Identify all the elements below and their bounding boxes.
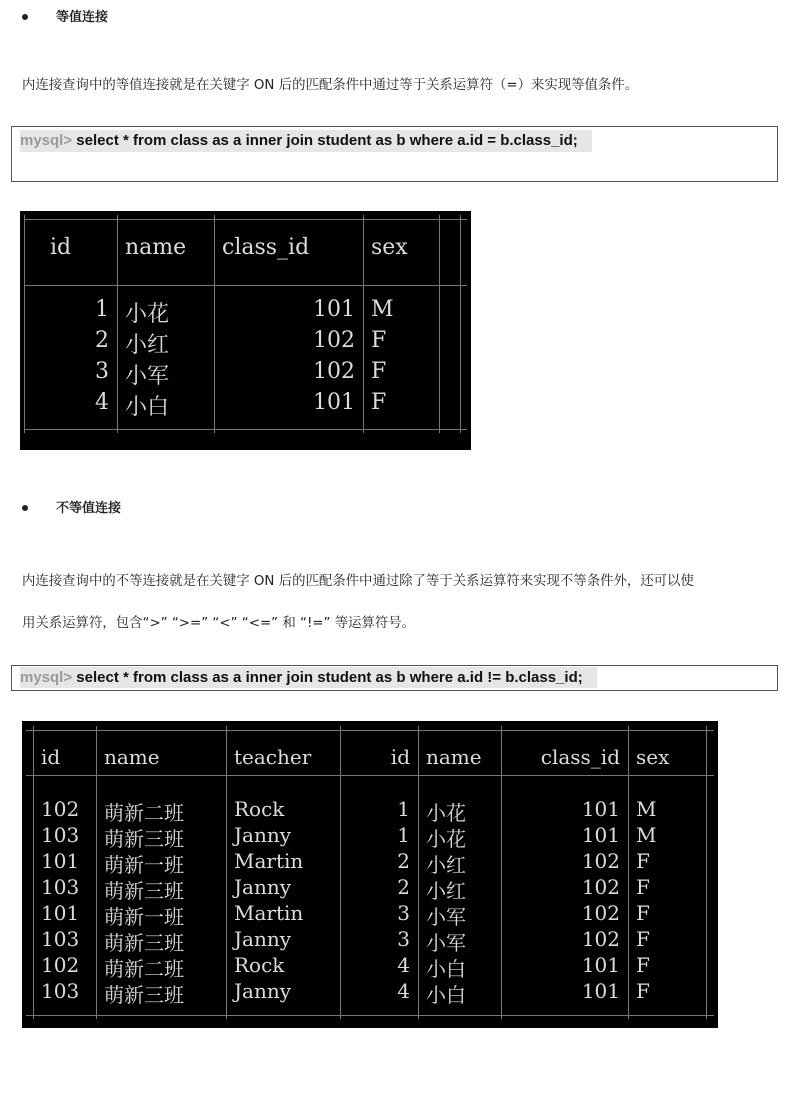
column-header: sex — [371, 235, 408, 260]
table-cell: 103 — [41, 875, 80, 899]
table-cell: 102 — [41, 953, 80, 977]
table-cell: Janny — [234, 979, 292, 1003]
table-cell: 小红 — [426, 853, 466, 877]
table-cell: 萌新三班 — [104, 931, 184, 955]
table-cell: F — [636, 953, 650, 977]
table-cell: 小红 — [426, 879, 466, 903]
table-cell: 103 — [41, 823, 80, 847]
table-cell: 1 — [397, 823, 410, 847]
column-header: name — [104, 745, 160, 769]
non-equi-join-description-line2: 用关系运算符，包含“>” “>=” “<” “<=” 和 “!=” 等运算符号。 — [22, 616, 416, 631]
table-cell: 萌新一班 — [104, 905, 184, 929]
table-cell: 小白 — [125, 395, 170, 420]
table-cell: 101 — [581, 979, 620, 1003]
table-cell: 小军 — [426, 905, 466, 929]
sql-query-text: select * from class as a inner join student as b where a.id = b.class_id; — [72, 132, 578, 149]
section-heading-equi-join: 等值连接 — [22, 6, 108, 25]
table-cell: Rock — [234, 953, 285, 977]
table-cell: 3 — [397, 901, 410, 925]
table-cell: 102 — [581, 849, 620, 873]
column-header: class_id — [222, 235, 310, 260]
table-cell: 2 — [397, 875, 410, 899]
column-header: name — [426, 745, 482, 769]
table-cell: F — [636, 979, 650, 1003]
table-cell: 101 — [581, 797, 620, 821]
table-cell: 小花 — [125, 302, 170, 327]
table-cell: 萌新三班 — [104, 827, 184, 851]
column-header: id — [41, 745, 61, 769]
table-cell: 1 — [397, 797, 410, 821]
table-cell: 101 — [41, 901, 80, 925]
result-table-equi-join — [20, 211, 471, 450]
table-cell: 103 — [41, 927, 80, 951]
sql-query-line — [20, 130, 592, 152]
column-header: id — [50, 235, 72, 260]
table-cell: Martin — [234, 849, 304, 873]
column-header: teacher — [234, 745, 312, 769]
table-cell: 4 — [397, 979, 410, 1003]
column-header: sex — [636, 745, 670, 769]
table-cell: M — [636, 823, 657, 847]
mysql-prompt: mysql> — [20, 669, 73, 686]
table-cell: 102 — [581, 901, 620, 925]
table-cell: 4 — [95, 390, 109, 415]
table-cell: 2 — [95, 328, 109, 353]
table-cell: 萌新二班 — [104, 957, 184, 981]
table-cell: 2 — [397, 849, 410, 873]
table-cell: 3 — [95, 359, 109, 384]
section-heading-non-equi-join: 不等值连接 — [22, 497, 121, 516]
table-cell: 4 — [397, 953, 410, 977]
table-cell: 小白 — [426, 983, 466, 1007]
table-cell: 3 — [397, 927, 410, 951]
column-header: name — [125, 235, 187, 260]
non-equi-join-description-line1: 内连接查询中的不等连接就是在关键字 ON 后的匹配条件中通过除了等于关系运算符来实现不等条件外，还可以使 — [22, 574, 694, 589]
table-cell: 101 — [41, 849, 80, 873]
table-cell: 102 — [313, 328, 355, 353]
table-cell: 103 — [41, 979, 80, 1003]
bullet-dot-icon — [22, 14, 28, 20]
table-cell: Janny — [234, 823, 292, 847]
bullet-dot-icon — [22, 505, 28, 511]
table-cell: F — [371, 390, 387, 415]
table-cell: Rock — [234, 797, 285, 821]
table-cell: 101 — [313, 390, 355, 415]
table-cell: 101 — [581, 953, 620, 977]
table-cell: 萌新一班 — [104, 853, 184, 877]
table-cell: F — [636, 901, 650, 925]
table-cell: 102 — [313, 359, 355, 384]
table-cell: 102 — [41, 797, 80, 821]
table-cell: 小花 — [426, 827, 466, 851]
table-cell: 萌新三班 — [104, 879, 184, 903]
table-cell: 102 — [581, 875, 620, 899]
sql-code-box-non-equi — [11, 665, 778, 691]
column-header: class_id — [540, 745, 620, 769]
table-cell: F — [636, 927, 650, 951]
table-cell: M — [371, 297, 394, 322]
equi-join-description: 内连接查询中的等值连接就是在关键字 ON 后的匹配条件中通过等于关系运算符（=）来实现等值条件。 — [22, 78, 639, 93]
table-cell: F — [371, 328, 387, 353]
result-table-non-equi-join — [22, 721, 718, 1028]
mysql-prompt: mysql> — [20, 132, 73, 149]
sql-query-line — [20, 667, 597, 688]
table-cell: 小红 — [125, 333, 170, 358]
table-cell: 萌新二班 — [104, 801, 184, 825]
table-cell: 1 — [95, 297, 109, 322]
table-cell: F — [371, 359, 387, 384]
table-cell: 小军 — [125, 364, 170, 389]
table-cell: F — [636, 849, 650, 873]
table-cell: 102 — [581, 927, 620, 951]
table-cell: 小白 — [426, 957, 466, 981]
sql-code-box-equi — [11, 126, 778, 182]
table-cell: Janny — [234, 927, 292, 951]
sql-query-text: select * from class as a inner join student as b where a.id != b.class_id; — [72, 669, 583, 686]
table-cell: 小花 — [426, 801, 466, 825]
table-cell: Martin — [234, 901, 304, 925]
table-cell: 萌新三班 — [104, 983, 184, 1007]
table-cell: 101 — [581, 823, 620, 847]
column-header: id — [390, 745, 410, 769]
table-cell: Janny — [234, 875, 292, 899]
table-cell: 101 — [313, 297, 355, 322]
table-cell: F — [636, 875, 650, 899]
table-cell: M — [636, 797, 657, 821]
table-cell: 小军 — [426, 931, 466, 955]
